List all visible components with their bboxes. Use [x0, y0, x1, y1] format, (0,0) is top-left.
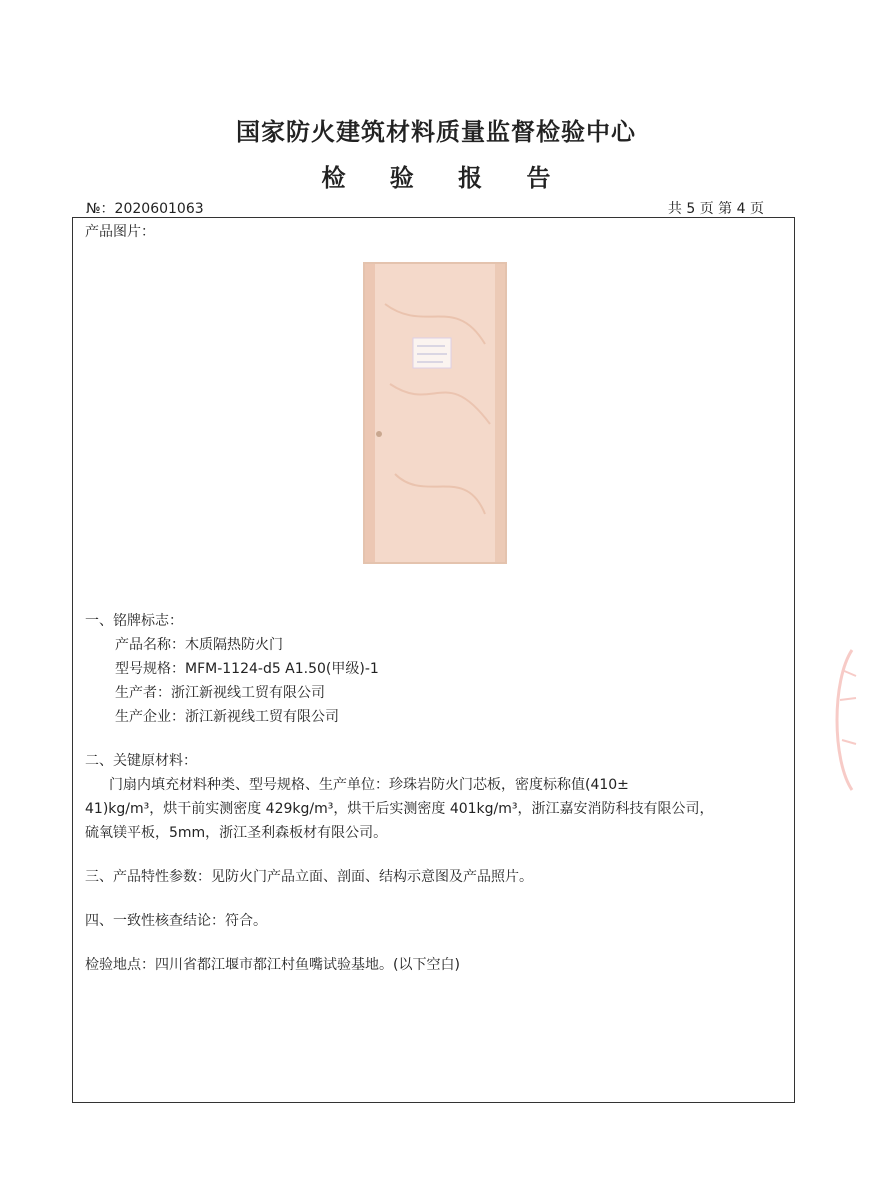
manufacturer: 生产企业：浙江新视线工贸有限公司	[115, 709, 339, 725]
conclusion-text: 四、一致性核查结论：符合。	[85, 913, 267, 929]
report-content-box	[72, 217, 795, 1103]
report-subtitle: 检 验 报 告	[321, 164, 569, 192]
producer: 生产者：浙江新视线工贸有限公司	[115, 685, 325, 701]
characteristics-text: 三、产品特性参数：见防火门产品立面、剖面、结构示意图及产品照片。	[85, 869, 533, 885]
key-materials-line-3: 硫氧镁平板，5mm，浙江圣利森板材有限公司。	[85, 825, 388, 841]
test-location-text: 检验地点：四川省都江堰市都江村鱼嘴试验基地。(以下空白)	[85, 957, 460, 973]
key-materials-line-1: 门扇内填充材料种类、型号规格、生产单位：珍珠岩防火门芯板，密度标称值(410±	[109, 777, 629, 793]
nameplate-heading: 一、铭牌标志：	[85, 613, 183, 629]
product-name: 产品名称：木质隔热防火门	[115, 637, 283, 653]
model-spec: 型号规格：MFM-1124-d5 A1.50(甲级)-1	[115, 661, 379, 677]
red-seal-edge	[822, 640, 862, 804]
product-photo-door	[363, 262, 507, 564]
page-info: 共 5 页 第 4 页	[667, 201, 764, 217]
report-number: №：2020601063	[86, 201, 204, 217]
key-materials-line-2: 41)kg/m³，烘干前实测密度 429kg/m³，烘干后实测密度 401kg/m³，浙江嘉安消防科技有限公司，	[85, 801, 714, 817]
seal-mark-icon	[822, 640, 862, 800]
product-photo-label: 产品图片：	[85, 224, 155, 240]
report-org-title: 国家防火建筑材料质量监督检验中心	[236, 118, 636, 146]
door-illustration	[365, 264, 505, 562]
key-materials-heading: 二、关键原材料：	[85, 753, 197, 769]
report-body	[85, 609, 785, 977]
